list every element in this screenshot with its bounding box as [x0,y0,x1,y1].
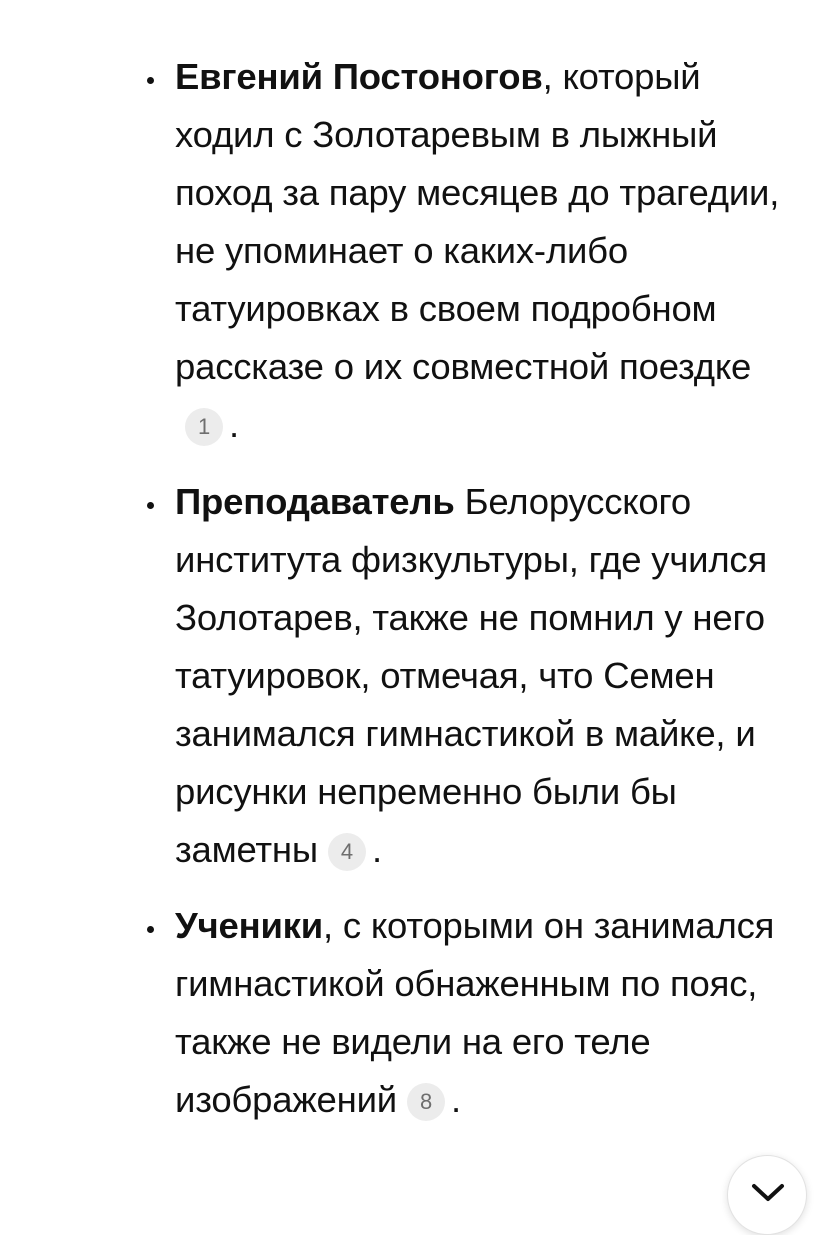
scroll-down-button[interactable] [727,1155,807,1235]
bullet-dot [147,77,154,84]
list-item-period: . [371,829,382,870]
citation-badge[interactable]: 4 [328,833,366,871]
list-item-text [175,48,780,454]
chevron-down-icon [750,1182,786,1204]
list-item-period: . [229,404,239,445]
list-item-bold: Ученики [175,905,323,946]
list-item-body: Белорусского института физкультуры, где учился Золотарев, также не помнил у него татуировок, отмечая, что Семен занимался гимнастикой в майке, и рисунки непременно были бы заметны [175,481,768,870]
citation-badge[interactable]: 8 [407,1083,445,1121]
list-item-text [175,897,780,1129]
list-item-body: , с которыми он занимался гимнастикой обнаженным по пояс, также не видели на его теле изображений [175,905,775,1120]
list-item-bold: Евгений Постоногов [175,56,543,97]
list-item-bold: Преподаватель [175,481,455,522]
list-item-period: . [450,1079,461,1120]
bullet-dot [147,926,154,933]
list-item-text [175,473,780,879]
citation-badge[interactable]: 1 [185,408,223,446]
list-item-body: , который ходил с Золотаревым в лыжный поход за пару месяцев до трагедии, не упоминает о каких-либо татуировках в своем подробном рассказе о их совместной поездке [175,56,780,387]
bullet-dot [147,502,154,509]
